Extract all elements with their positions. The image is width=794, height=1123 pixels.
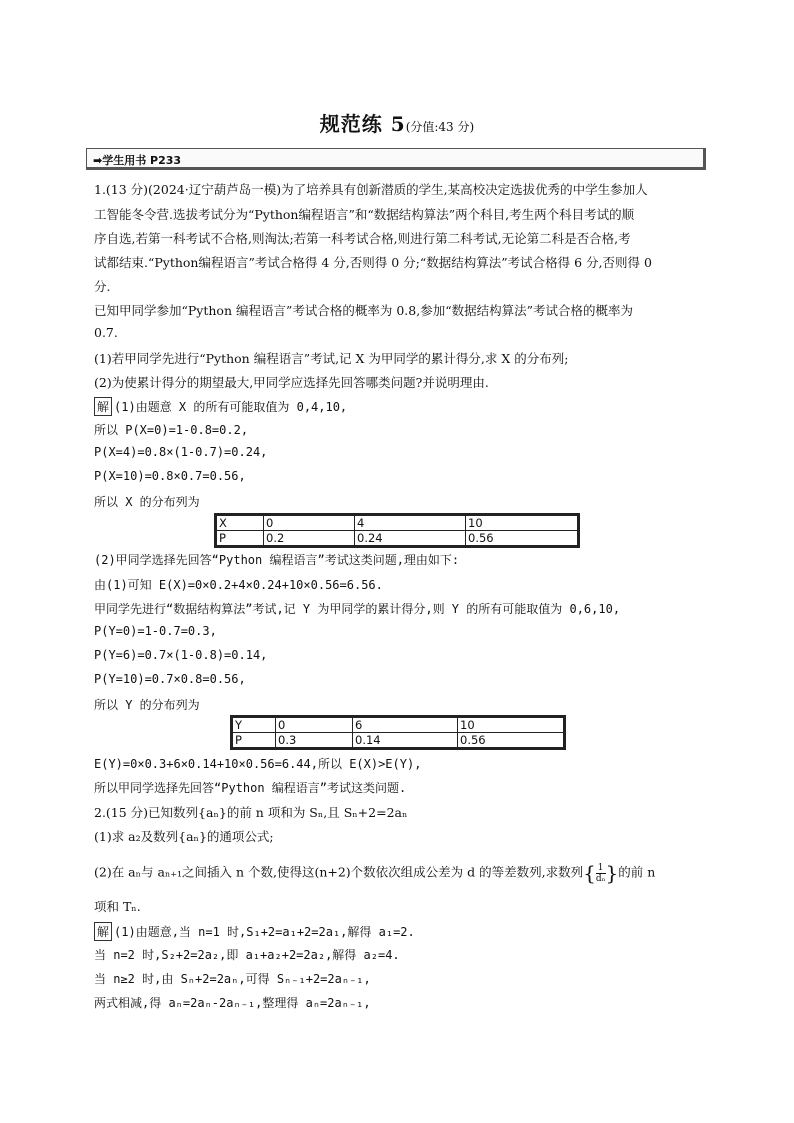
student-book-banner: [86, 148, 706, 170]
table-cell: P: [216, 531, 264, 547]
q1-sol-line-10: P(Y=6)=0.7×(1-0.8)=0.14,: [94, 648, 268, 662]
q1-line-2: 工智能冬令营.选拔考试分为“Python编程语言”和“数据结构算法”两个科目,考生两个科目考试的顺: [94, 207, 635, 222]
table-cell: 6: [353, 717, 458, 733]
q2-sol-line-2: 当 n=2 时,S₂+2=2a₂,即 a₁+a₂+2=2a₂,解得 a₂=4.: [94, 948, 400, 962]
table-cell: Y: [232, 717, 276, 733]
q1-sol-line-8: 甲同学先进行“数据结构算法”考试,记 Y 为甲同学的累计得分,则 Y 的所有可能取值为 0,6,10,: [94, 602, 621, 616]
table-cell: X: [216, 515, 264, 531]
q1-sol-line-4: P(X=10)=0.8×0.7=0.56,: [94, 469, 246, 483]
solution-tag: 解: [94, 397, 112, 416]
q1-sol-line-7: 由(1)可知 E(X)=0×0.2+4×0.24+10×0.56=6.56.: [94, 578, 383, 592]
table-row: [232, 733, 565, 749]
q1-sol-line-12: 所以 Y 的分布列为: [94, 698, 200, 712]
q1-line-3: 序自选,若第一科考试不合格,则淘汰;若第一科考试合格,则进行第二科考试,无论第二科是否合格,考: [94, 231, 631, 246]
q1-line-6: 已知甲同学参加“Python 编程语言”考试合格的概率为 0.8,参加“数据结构算法”考试合格的概率为: [94, 303, 633, 318]
q1-sol-line-9: P(Y=0)=1-0.7=0.3,: [94, 624, 217, 638]
table-cell: 10: [466, 515, 579, 531]
q2-sol-line-1: [94, 922, 415, 941]
table-cell: 0.24: [355, 531, 466, 547]
distribution-table-y: [230, 715, 566, 750]
right-brace-icon: }: [605, 861, 619, 885]
q1-line-5: 分.: [94, 279, 111, 294]
table-cell: 0.2: [264, 531, 355, 547]
table-row: [216, 531, 579, 547]
table-cell: 0.3: [276, 733, 353, 749]
table-cell: 10: [458, 717, 565, 733]
q2-sol-line-3: 当 n≥2 时,由 Sₙ+2=2aₙ,可得 Sₙ₋₁+2=2aₙ₋₁,: [94, 972, 371, 986]
q1-sol-text-1: (1)由题意 X 的所有可能取值为 0,4,10,: [114, 400, 348, 414]
q1-sol-line-11: P(Y=10)=0.7×0.8=0.56,: [94, 672, 246, 686]
q1-line-1: 1.(13 分)(2024·辽宁葫芦岛一模)为了培养具有创新潜质的学生,某高校决定选拔优秀的中学生参加人: [94, 182, 648, 197]
fraction-numerator: 1: [597, 862, 604, 873]
table-cell: 0.56: [458, 733, 565, 749]
q1-sol-line-3: P(X=4)=0.8×(1-0.7)=0.24,: [94, 445, 268, 459]
table-cell: 4: [355, 515, 466, 531]
distribution-table-x: [214, 513, 580, 548]
q1-sol-line-1: [94, 397, 347, 416]
table-cell: P: [232, 733, 276, 749]
q2-line-3-pre: (2)在 aₙ与 aₙ₊₁之间插入 n 个数,使得这(n+2)个数依次组成公差为 d 的等差数列,求数列: [94, 864, 584, 880]
banner-label: ➡学生用书 P233: [93, 154, 182, 167]
table-row: [216, 515, 579, 531]
q1-line-7: 0.7.: [94, 325, 118, 340]
q1-sol-line-13: E(Y)=0×0.3+6×0.14+10×0.56=6.44,所以 E(X)>E(Y),: [94, 757, 422, 771]
q2-line-3-post: 的前 n: [618, 864, 656, 880]
table-cell: 0: [276, 717, 353, 733]
fraction: [596, 863, 606, 884]
table-cell: 0.56: [466, 531, 579, 547]
solution-tag: 解: [94, 922, 112, 941]
q2-line-3: [94, 861, 655, 885]
page-title: [0, 108, 794, 137]
q2-line-1: 2.(15 分)已知数列{aₙ}的前 n 项和为 Sₙ,且 Sₙ+2=2aₙ: [94, 805, 408, 820]
q2-sol-line-4: 两式相减,得 aₙ=2aₙ-2aₙ₋₁,整理得 aₙ=2aₙ₋₁,: [94, 996, 371, 1010]
table-row: [232, 717, 565, 733]
q2-sol-text-1: (1)由题意,当 n=1 时,S₁+2=a₁+2=2a₁,解得 a₁=2.: [114, 925, 415, 939]
q1-sol-line-5: 所以 X 的分布列为: [94, 495, 200, 509]
q1-part-2: (2)为使累计得分的期望最大,甲同学应选择先回答哪类问题?并说明理由.: [94, 375, 489, 390]
q2-line-2: (1)求 a₂及数列{aₙ}的通项公式;: [94, 829, 274, 844]
q1-sol-line-14: 所以甲同学选择先回答“Python 编程语言”考试这类问题.: [94, 781, 407, 795]
title-main: 规范练 5: [319, 112, 406, 136]
q1-sol-line-2: 所以 P(X=0)=1-0.8=0.2,: [94, 423, 249, 437]
q1-line-4: 试都结束.“Python编程语言”考试合格得 4 分,否则得 0 分;“数据结构算法”考试合格得 6 分,否则得 0: [94, 255, 652, 270]
q1-part-1: (1)若甲同学先进行“Python 编程语言”考试,记 X 为甲同学的累计得分,求 X 的分布列;: [94, 351, 569, 366]
table-cell: 0.14: [353, 733, 458, 749]
q2-line-4: 项和 Tₙ.: [94, 899, 141, 914]
q1-sol-line-6: (2)甲同学选择先回答“Python 编程语言”考试这类问题,理由如下:: [94, 553, 460, 567]
left-brace-icon: {: [583, 861, 596, 885]
table-cell: 0: [264, 515, 355, 531]
fraction-denominator: dₙ: [595, 873, 606, 884]
title-score: (分值:43 分): [405, 120, 475, 134]
